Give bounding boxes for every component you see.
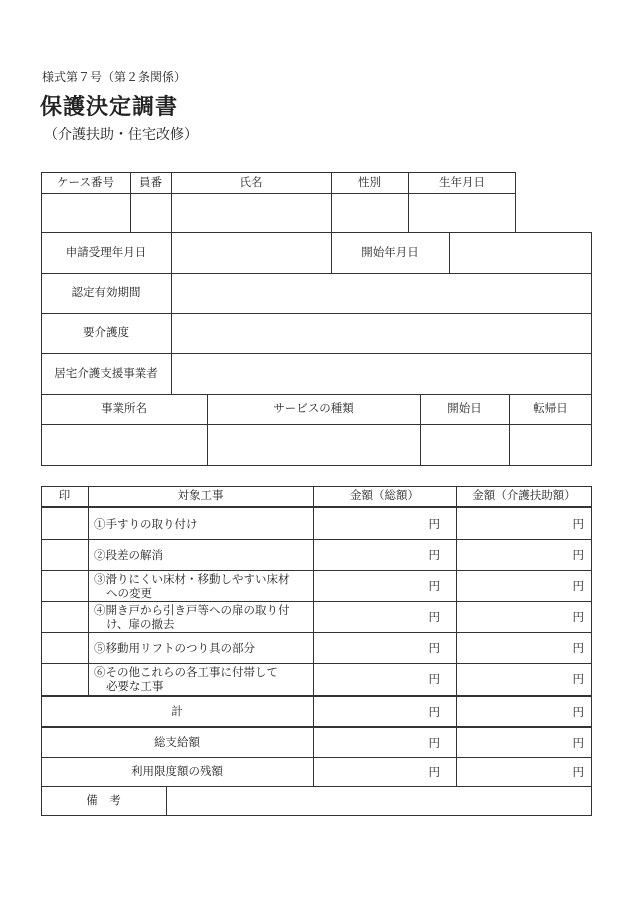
total-amount-cell[interactable]: 円: [428, 578, 440, 593]
seal-cell[interactable]: [41, 570, 88, 601]
work-item-text: ①手すりの取り付け: [94, 516, 198, 531]
valid-period-label: 認定有効期間: [71, 285, 141, 300]
birth-date-field[interactable]: [408, 193, 516, 233]
subtotal-total-cell[interactable]: 円: [428, 704, 440, 719]
staff-number-label: 員番: [139, 174, 162, 189]
care-support-provider-label: 居宅介護支援事業者: [54, 365, 158, 380]
remarks-label: 備 考: [86, 793, 121, 808]
service-start-label: 開始日: [447, 401, 482, 416]
care-level-field[interactable]: [171, 313, 592, 353]
birth-date-label: 生年月日: [439, 174, 485, 189]
total-amount-cell[interactable]: 円: [428, 640, 440, 655]
total-payment-label: 総支給額: [154, 734, 200, 749]
staff-number-field[interactable]: [130, 193, 171, 233]
office-name-field[interactable]: [41, 424, 207, 466]
seal-cell[interactable]: [41, 508, 88, 539]
page-title: 保護決定調書: [40, 94, 179, 120]
work-item-text-continued: け、扉の撤去: [106, 616, 175, 631]
form-number: 様式第７号（第２条関係）: [42, 70, 187, 84]
outcome-date-label: 転帰日: [533, 401, 568, 416]
work-item-text: ②段差の解消: [94, 547, 163, 562]
total-amount-header: 金額（総額）: [350, 488, 419, 503]
seal-cell[interactable]: [41, 601, 88, 632]
office-name-label: 事業所名: [101, 401, 147, 416]
total-amount-cell[interactable]: 円: [428, 516, 440, 531]
total-payment-aid-cell[interactable]: 円: [572, 735, 584, 750]
seal-header: 印: [58, 488, 71, 503]
aid-amount-cell[interactable]: 円: [572, 578, 584, 593]
seal-cell[interactable]: [41, 632, 88, 663]
work-item-text: ③滑りにくい床材・移動しやすい床材: [94, 571, 290, 586]
work-item-1: [94, 508, 309, 539]
aid-amount-cell[interactable]: 円: [572, 609, 584, 624]
seal-cell[interactable]: [41, 663, 88, 695]
work-item-2: [94, 539, 309, 570]
service-type-field[interactable]: [207, 424, 420, 466]
aid-amount-cell[interactable]: 円: [572, 640, 584, 655]
total-amount-cell[interactable]: 円: [428, 609, 440, 624]
start-date-label: 開始年月日: [361, 244, 419, 259]
start-date-field[interactable]: [449, 232, 592, 273]
aid-amount-cell[interactable]: 円: [572, 547, 584, 562]
remaining-limit-label: 利用限度額の残額: [131, 763, 223, 778]
work-item-text-continued: 必要な工事: [106, 679, 164, 693]
name-label: 氏名: [239, 174, 263, 189]
work-item-6: [94, 663, 309, 695]
work-item-3: [94, 570, 316, 601]
remaining-limit-aid-cell[interactable]: 円: [572, 764, 584, 779]
valid-period-field[interactable]: [171, 273, 592, 313]
work-item-4: [94, 601, 316, 632]
page-subtitle: （介護扶助・住宅改修）: [44, 127, 198, 143]
name-field[interactable]: [171, 193, 331, 233]
service-start-field[interactable]: [420, 424, 509, 466]
application-date-field[interactable]: [171, 232, 331, 273]
work-item-text-continued: への変更: [106, 585, 152, 600]
remaining-limit-total-cell[interactable]: 円: [428, 764, 440, 779]
work-item-5: [94, 632, 309, 663]
work-item-text: ⑤移動用リフトのつり具の部分: [94, 640, 255, 655]
gender-label: 性別: [358, 174, 381, 189]
care-support-provider-field[interactable]: [171, 353, 592, 394]
total-amount-cell[interactable]: 円: [428, 672, 440, 686]
work-header: 対象工事: [177, 488, 224, 503]
subtotal-label: 計: [171, 703, 183, 718]
remarks-field[interactable]: [166, 786, 592, 816]
total-amount-cell[interactable]: 円: [428, 547, 440, 562]
case-number-label: ケース番号: [57, 174, 114, 189]
outcome-date-field[interactable]: [509, 424, 592, 466]
aid-amount-cell[interactable]: 円: [572, 672, 584, 686]
subtotal-aid-cell[interactable]: 円: [572, 704, 584, 719]
aid-amount-cell[interactable]: 円: [572, 516, 584, 531]
total-payment-total-cell[interactable]: 円: [428, 735, 440, 750]
work-item-text: ④開き戸から引き戸等への扉の取り付: [94, 602, 290, 617]
work-item-text: ⑥その他これらの各工事に付帯して: [94, 665, 278, 679]
care-level-label: 要介護度: [83, 325, 129, 340]
service-type-label: サービスの種類: [273, 401, 354, 416]
gender-field[interactable]: [331, 193, 408, 233]
aid-amount-header: 金額（介護扶助額）: [472, 488, 576, 503]
seal-cell[interactable]: [41, 539, 88, 570]
application-date-label: 申請受理年月日: [65, 244, 147, 259]
case-number-field[interactable]: [41, 193, 130, 233]
